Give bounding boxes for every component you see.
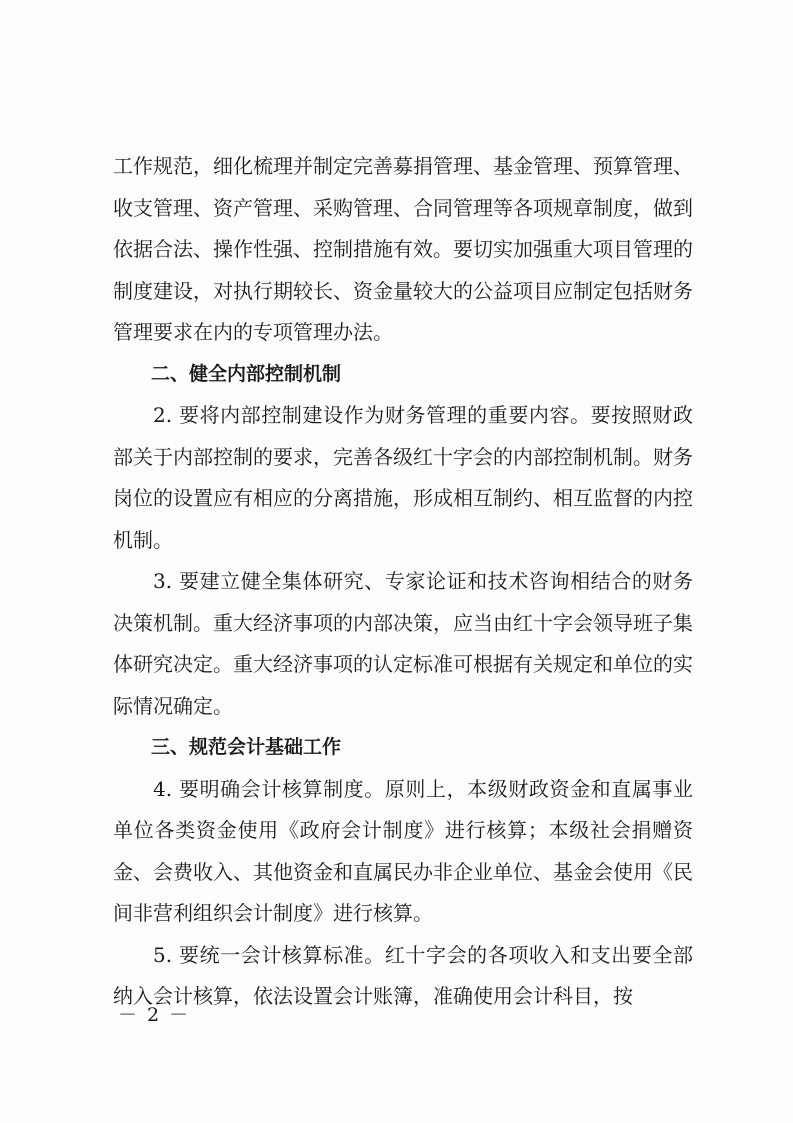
- page-number: － 2 －: [118, 1004, 191, 1026]
- paragraph-item-2: 2. 要将内部控制建设作为财务管理的重要内容。要按照财政部关于内部控制的要求，完善各级红十字会的内部控制机制。财务岗位的设置应有相应的分离措施，形成相互制约、相互监督的内控机制。: [113, 403, 693, 552]
- paragraph-item-5: 5. 要统一会计核算标准。红十字会的各项收入和支出要全部纳入会计核算，依法设置会计账簿，准确使用会计科目，按: [113, 942, 693, 1008]
- paragraph-item-4: 4. 要明确会计核算制度。原则上，本级财政资金和直属事业单位各类资金使用《政府会计制度》进行核算；本级社会捐赠资金、会费收入、其他资金和直属民办非企业单位、基金会使用《民间非营利组织会计制度》进行核算。: [113, 776, 693, 925]
- section-heading-accounting-basics: 三、规范会计基础工作: [151, 736, 342, 758]
- paragraph-continuation: 工作规范，细化梳理并制定完善募捐管理、基金管理、预算管理、收支管理、资产管理、采购管理、合同管理等各项规章制度，做到依据合法、操作性强、控制措施有效。要切实加强重大项目管理的制度建设，对执行期较长、资金量较大的公益项目应制定包括财务管理要求在内的专项管理办法。: [113, 154, 693, 344]
- section-heading-internal-control: 二、健全内部控制机制: [151, 362, 342, 385]
- paragraph-item-3: 3. 要建立健全集体研究、专家论证和技术咨询相结合的财务决策机制。重大经济事项的内部决策，应当由红十字会领导班子集体研究决定。重大经济事项的认定标准可根据有关规定和单位的实际情况确定。: [113, 569, 693, 718]
- body-text: [113, 146, 693, 1018]
